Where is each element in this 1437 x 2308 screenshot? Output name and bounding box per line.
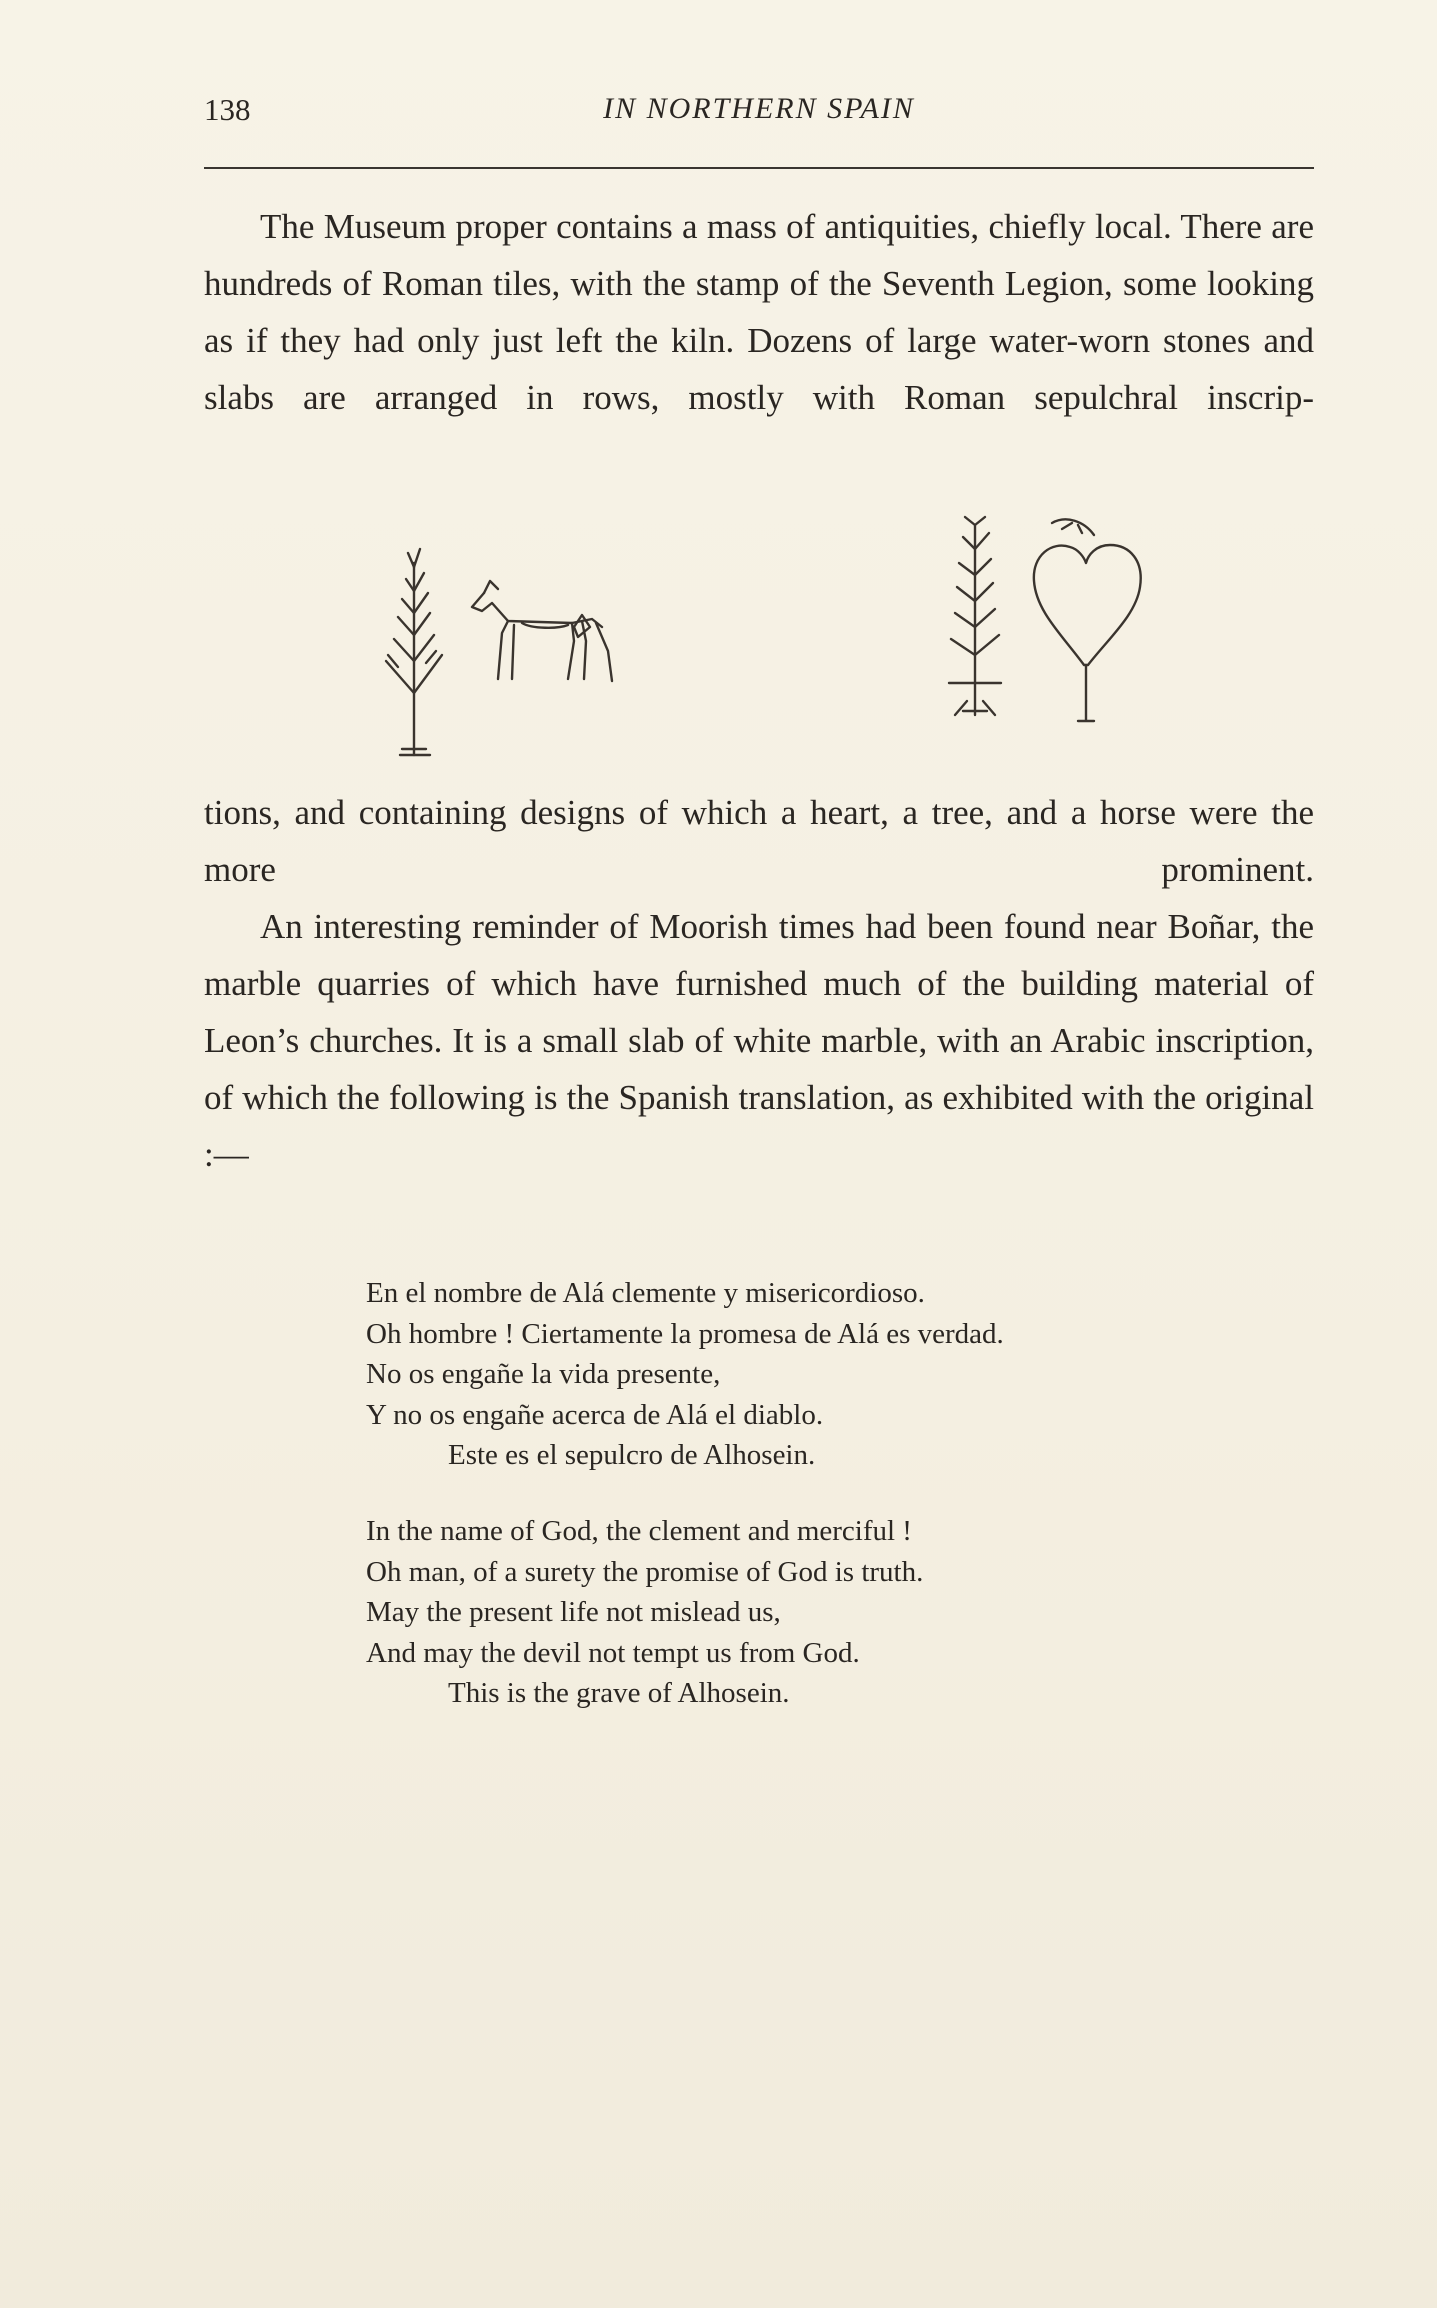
verse-line: Oh man, of a surety the promise of God is truth.	[366, 1555, 924, 1588]
verse-line: May the present life not mislead us,	[366, 1596, 781, 1628]
horse-icon	[462, 563, 622, 693]
paragraph-moorish: An interesting reminder of Moorish times had been found near Boñar, the marble quarries of which have furnished much of the building material of Leon’s churches. It is a small slab of white marble, with an Arabic inscription, of which the following is the Spanish translation, as exhibited with the original :—	[204, 907, 1314, 1174]
verse-line: En el nombre de Alá clemente y misericordioso.	[366, 1277, 925, 1309]
verse-line: Este es el sepulcro de Alhosein.	[448, 1439, 816, 1471]
verse-line: No os engañe la vida presente,	[366, 1358, 721, 1390]
tree-icon	[380, 543, 450, 763]
spanish-translation	[366, 1273, 1266, 1476]
running-title: IN NORTHERN SPAIN	[603, 92, 915, 125]
english-translation	[366, 1511, 1266, 1714]
verse-line: In the name of God, the clement and merciful !	[366, 1515, 912, 1547]
verse-line: And may the devil not tempt us from God.	[366, 1636, 860, 1669]
page-number: 138	[204, 92, 251, 127]
verse-line: Oh hombre ! Ciertamente la promesa de Alá es verdad.	[366, 1317, 1004, 1350]
verse-line: This is the grave of Alhosein.	[448, 1677, 790, 1709]
verse-line: Y no os engañe acerca de Alá el diablo.	[366, 1398, 824, 1431]
tree-icon	[935, 515, 1015, 725]
running-head	[204, 92, 1314, 142]
inscription-figures	[370, 515, 1170, 765]
heart-icon	[1022, 515, 1152, 730]
paragraph-museum: The Museum proper contains a mass of antiquities, chiefly local. There are hundreds of Roman tiles, with the stamp of the Seventh Legion, some looking as if they had only just left the kiln. Dozens of large water-worn stones and slabs are arranged in rows, mostly with Roman sepulchral inscrip-	[204, 207, 1314, 417]
header-rule	[204, 167, 1314, 169]
paragraph-designs: tions, and containing designs of which a heart, a tree, and a horse were the more prominent.	[204, 793, 1314, 889]
